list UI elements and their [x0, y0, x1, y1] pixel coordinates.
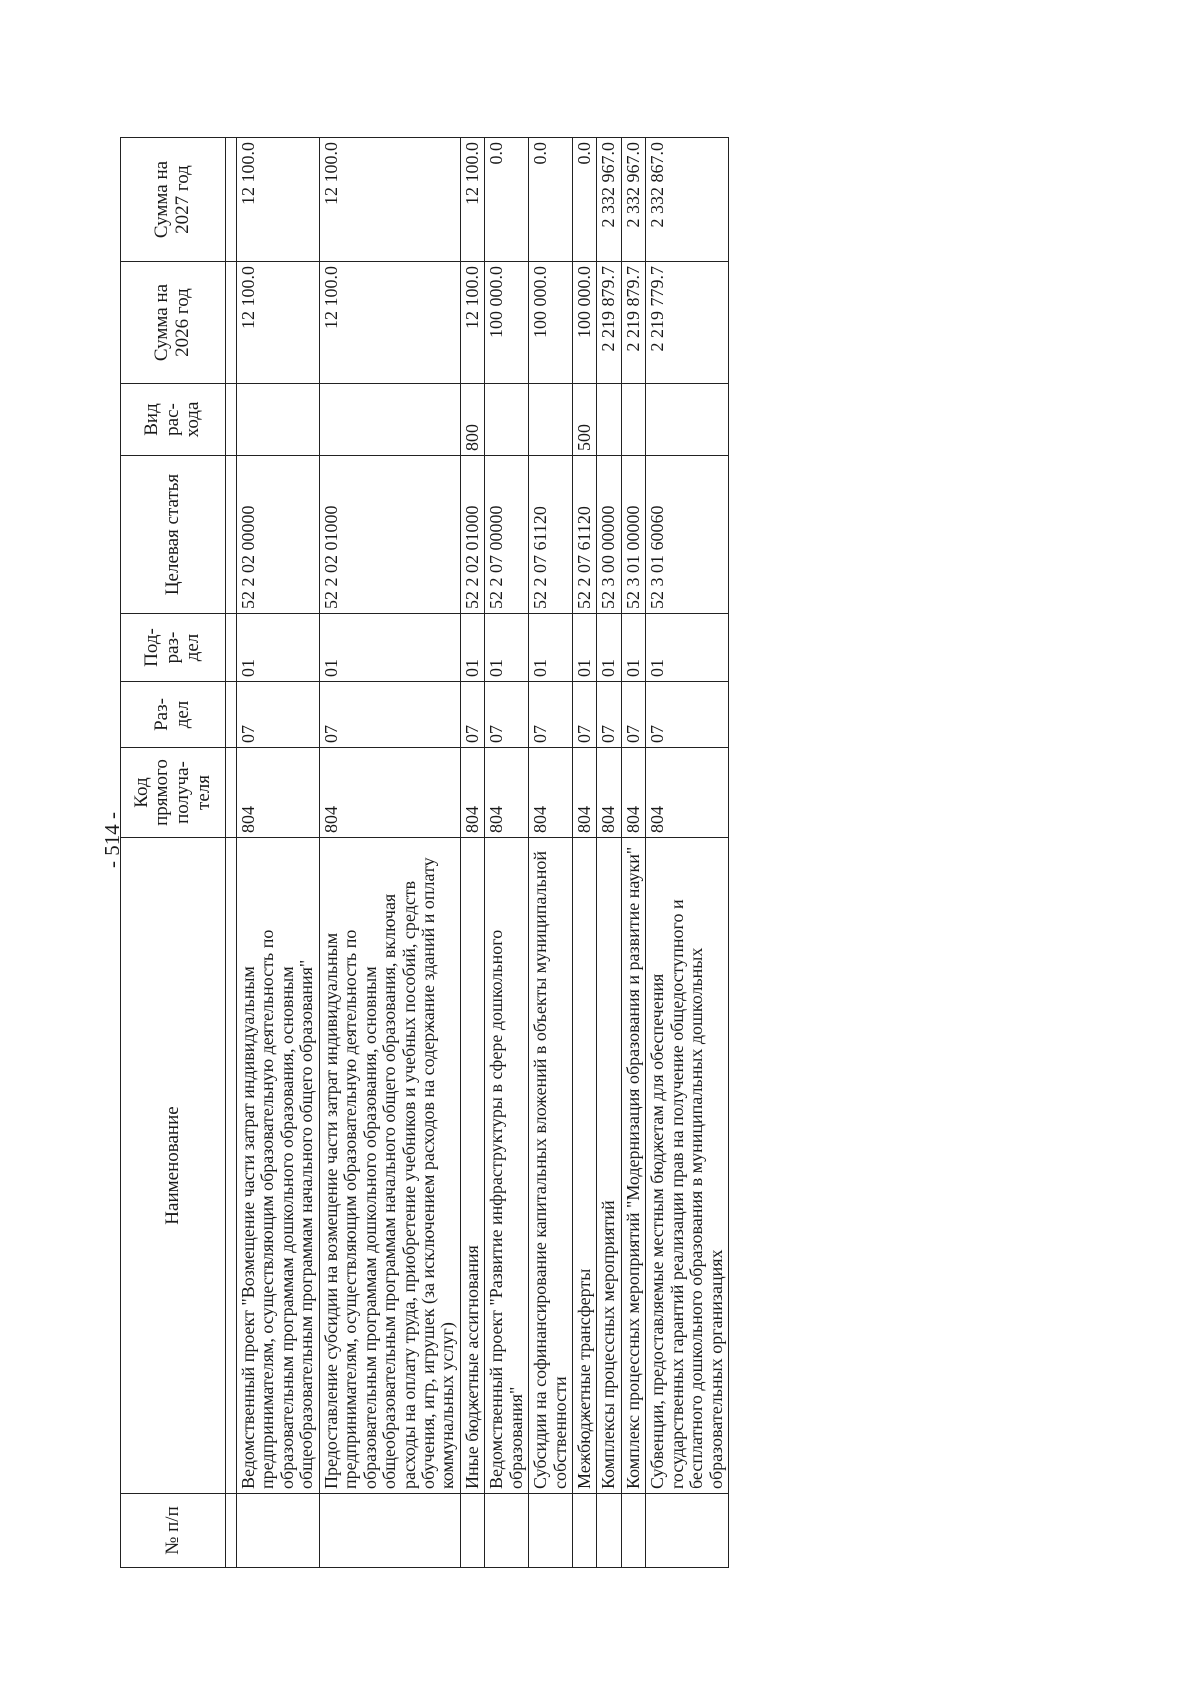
cell-code: 804 — [460, 748, 484, 838]
cell-razdel: 07 — [646, 682, 729, 748]
cell-vid — [597, 384, 621, 456]
cell-sum2026: 2 219 879.7 — [597, 262, 621, 384]
cell-podrazdel: 01 — [460, 614, 484, 682]
cell-num — [460, 1494, 484, 1568]
cell-sum2027: 2 332 967.0 — [597, 138, 621, 262]
cell-name: Ведомственный проект "Развитие инфраструктуры в сфере дошкольного образования" — [485, 838, 529, 1494]
cell-target: 52 2 07 00000 — [485, 456, 529, 614]
cell-podrazdel: 01 — [573, 614, 597, 682]
cell-num — [573, 1494, 597, 1568]
cell-podrazdel: 01 — [597, 614, 621, 682]
table-row — [646, 138, 729, 1568]
cell-podrazdel: 01 — [529, 614, 573, 682]
cell-sum2026: 100 000.0 — [529, 262, 573, 384]
cell-sum2026: 100 000.0 — [573, 262, 597, 384]
cell-target: 52 2 07 61120 — [529, 456, 573, 614]
cell-sum2027: 12 100.0 — [460, 138, 484, 262]
cell-razdel: 07 — [573, 682, 597, 748]
cell-sum2026: 12 100.0 — [460, 262, 484, 384]
page-number: - 514 - — [100, 812, 124, 868]
cell-razdel: 07 — [621, 682, 645, 748]
cell-code: 804 — [621, 748, 645, 838]
table-row — [573, 138, 597, 1568]
cell-vid — [529, 384, 573, 456]
cell-target: 52 2 02 00000 — [237, 456, 320, 614]
cell-name: Ведомственный проект "Возмещение части затрат индивидуальным предпринимателям, осуществляющим образовательную деятельность по образовательным программам дошкольного образования, основным общеобразовательным программам начального общего образования" — [237, 838, 320, 1494]
cell-name: Комплекс процессных мероприятий "Модернизация образования и развитие науки" — [621, 838, 645, 1494]
cell-razdel: 07 — [529, 682, 573, 748]
cell-code: 804 — [485, 748, 529, 838]
cell-sum2027: 2 332 967.0 — [621, 138, 645, 262]
cell-vid — [237, 384, 320, 456]
cell-razdel: 07 — [319, 682, 460, 748]
col-header-sum2027: Сумма на 2027 год — [121, 138, 226, 262]
cell-name: Иные бюджетные ассигнования — [460, 838, 484, 1494]
cell-code: 804 — [237, 748, 320, 838]
cell-target: 52 2 07 61120 — [573, 456, 597, 614]
cell-razdel: 07 — [460, 682, 484, 748]
cell-code: 804 — [319, 748, 460, 838]
table-row — [621, 138, 645, 1568]
cell-vid — [646, 384, 729, 456]
cell-code: 804 — [597, 748, 621, 838]
cell-vid — [319, 384, 460, 456]
cell-podrazdel: 01 — [319, 614, 460, 682]
col-header-razdel: Раз-дел — [121, 682, 226, 748]
cell-vid: 800 — [460, 384, 484, 456]
table-row — [237, 138, 320, 1568]
cell-sum2027: 0.0 — [485, 138, 529, 262]
header-row — [121, 138, 226, 1568]
table-row — [597, 138, 621, 1568]
col-header-sum2026: Сумма на 2026 год — [121, 262, 226, 384]
cell-code: 804 — [573, 748, 597, 838]
cell-num — [621, 1494, 645, 1568]
cell-name: Предоставление субсидии на возмещение части затрат индивидуальным предпринимателям, осуществляющим образовательную деятельность по образовательным программам дошкольного образования, основным общеобразовательным программам начального общего образования, включая расходы на оплату труда, приобретение учебников и учебных пособий, средств обучения, игр, игрушек (за исключением расходов на содержание зданий и оплату коммунальных услуг) — [319, 838, 460, 1494]
cell-razdel: 07 — [597, 682, 621, 748]
cell-target: 52 3 01 60060 — [646, 456, 729, 614]
cell-sum2027: 12 100.0 — [237, 138, 320, 262]
cell-num — [319, 1494, 460, 1568]
cell-target: 52 3 01 00000 — [621, 456, 645, 614]
col-header-code: Код прямого получа-теля — [121, 748, 226, 838]
table-row — [319, 138, 460, 1568]
cell-vid: 500 — [573, 384, 597, 456]
cell-target: 52 2 02 01000 — [460, 456, 484, 614]
col-header-name: Наименование — [121, 838, 226, 1494]
cell-code: 804 — [529, 748, 573, 838]
table-row — [529, 138, 573, 1568]
cell-sum2027: 0.0 — [529, 138, 573, 262]
col-header-vid: Вид рас-хода — [121, 384, 226, 456]
cell-code: 804 — [646, 748, 729, 838]
cell-num — [485, 1494, 529, 1568]
cell-sum2026: 100 000.0 — [485, 262, 529, 384]
cell-name: Субвенции, предоставляемые местным бюджетам для обеспечения государственных гарантий реализации прав на получение общедоступного и бесплатного дошкольного образования в муниципальных дошкольных образовательных организациях — [646, 838, 729, 1494]
cell-podrazdel: 01 — [621, 614, 645, 682]
col-header-target: Целевая статья — [121, 456, 226, 614]
cell-podrazdel: 01 — [237, 614, 320, 682]
cell-sum2026: 2 219 779.7 — [646, 262, 729, 384]
header-gap-row — [226, 138, 237, 1568]
cell-podrazdel: 01 — [646, 614, 729, 682]
cell-vid — [485, 384, 529, 456]
budget-table — [120, 137, 729, 1568]
cell-target: 52 2 02 01000 — [319, 456, 460, 614]
cell-name: Комплексы процессных мероприятий — [597, 838, 621, 1494]
cell-sum2027: 2 332 867.0 — [646, 138, 729, 262]
cell-num — [646, 1494, 729, 1568]
cell-name: Межбюджетные трансферты — [573, 838, 597, 1494]
cell-podrazdel: 01 — [485, 614, 529, 682]
cell-sum2027: 12 100.0 — [319, 138, 460, 262]
cell-sum2027: 0.0 — [573, 138, 597, 262]
cell-razdel: 07 — [237, 682, 320, 748]
cell-sum2026: 12 100.0 — [237, 262, 320, 384]
cell-num — [237, 1494, 320, 1568]
col-header-podrazdel: Под-раз-дел — [121, 614, 226, 682]
col-header-num: № п/п — [121, 1494, 226, 1568]
cell-razdel: 07 — [485, 682, 529, 748]
cell-sum2026: 12 100.0 — [319, 262, 460, 384]
cell-num — [529, 1494, 573, 1568]
cell-target: 52 3 00 00000 — [597, 456, 621, 614]
rotated-page-content — [120, 138, 1000, 1568]
cell-num — [597, 1494, 621, 1568]
table-row — [460, 138, 484, 1568]
cell-name: Субсидии на софинансирование капитальных вложений в объекты муниципальной собственности — [529, 838, 573, 1494]
cell-sum2026: 2 219 879.7 — [621, 262, 645, 384]
table-row — [485, 138, 529, 1568]
cell-vid — [621, 384, 645, 456]
